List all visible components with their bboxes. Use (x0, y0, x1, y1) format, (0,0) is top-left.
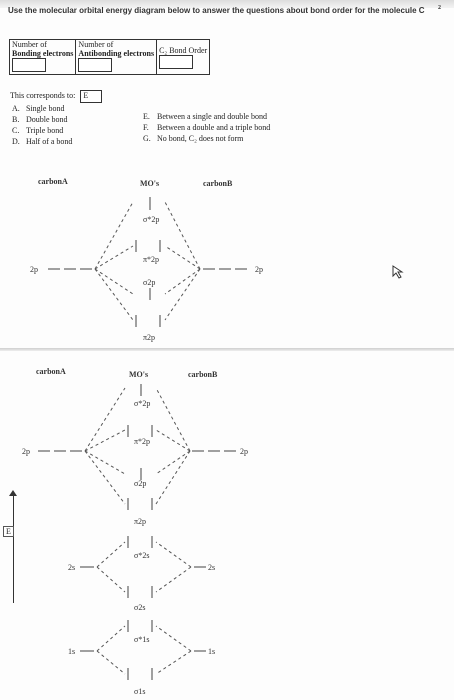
option-text: Between a single and double bond (157, 112, 267, 121)
mo-diagram-top (0, 170, 454, 348)
corresponds-row (10, 90, 102, 103)
option-c (12, 125, 72, 136)
bonding-label-1: Number of (12, 40, 47, 49)
answer-header-table (9, 39, 210, 75)
question-text (8, 6, 425, 15)
carbon-b-label: carbonB (188, 370, 218, 379)
antibonding-label-2: Antibonding electrons (78, 49, 155, 58)
mo-label: σ1s (134, 687, 146, 696)
energy-axis (13, 493, 14, 603)
right-2s-label: 2s (208, 563, 216, 572)
mo-label: π2p (143, 333, 156, 342)
energy-axis-label: E (3, 526, 14, 537)
option-letter: A. (12, 104, 20, 113)
mouse-cursor-icon (392, 265, 404, 279)
carbon-a-label: carbonA (38, 177, 68, 186)
molecule-subscript: 2 (438, 5, 441, 11)
bond-order-input[interactable] (159, 55, 193, 69)
option-letter: E. (143, 112, 150, 121)
right-2p-label: 2p (255, 265, 263, 274)
mos-label: MO's (140, 179, 160, 188)
antibonding-electrons-input[interactable] (78, 58, 112, 72)
molecule-sub (438, 1, 441, 12)
antibonding-label-1: Number of (78, 40, 114, 49)
option-text: No bond, C₂ does not form (157, 134, 244, 143)
option-text: Between a double and a triple bond (157, 123, 271, 132)
carbon-a-label: carbonA (36, 367, 66, 376)
option-text: Half of a bond (26, 137, 73, 146)
mo-label: σ*1s (134, 635, 150, 644)
mo-label: σ2s (134, 603, 146, 612)
option-b (12, 114, 72, 125)
option-e (143, 111, 270, 122)
option-letter: D. (12, 137, 20, 146)
right-2p-label: 2p (240, 447, 248, 456)
correlation-lines (85, 388, 191, 674)
mo-diagram-bottom (0, 358, 454, 700)
right-1s-label: 1s (208, 647, 216, 656)
left-1s-label: 1s (68, 647, 76, 656)
option-letter: C. (12, 126, 20, 135)
option-letter: F. (143, 123, 149, 132)
option-text: Single bond (26, 104, 65, 113)
bonding-label-2: Bonding electrons (12, 49, 74, 58)
carbon-b-label: carbonB (203, 179, 233, 188)
left-2s-label: 2s (68, 563, 76, 572)
mo-label: π*2p (143, 255, 160, 264)
options-left (12, 103, 72, 147)
option-g (143, 133, 270, 144)
option-text: Triple bond (26, 126, 64, 135)
mo-label: σ*2p (134, 399, 151, 408)
antibonding-col (76, 40, 157, 75)
left-2p-label: 2p (30, 265, 38, 274)
bond-order-label: C₂ Bond Order (159, 46, 208, 55)
option-f (143, 122, 270, 133)
mo-label: σ*2p (143, 215, 160, 224)
mo-label: π2p (134, 517, 147, 526)
mo-label: π*2p (134, 437, 151, 446)
option-letter: G. (143, 134, 151, 143)
mo-label: σ*2s (134, 551, 150, 560)
options-right (143, 111, 270, 144)
section-divider (0, 348, 454, 351)
bonding-col (10, 40, 76, 75)
option-text: Double bond (26, 115, 68, 124)
mo-label: σ2p (134, 479, 147, 488)
mo-label: σ2p (143, 278, 156, 287)
bonding-electrons-input[interactable] (12, 58, 46, 72)
question-sentence: Use the molecular orbital energy diagram below to answer the questions about bond order for the molecule C (8, 6, 425, 15)
option-letter: B. (12, 115, 20, 124)
mos-label: MO's (129, 370, 149, 379)
corresponds-answer-input[interactable]: E (80, 90, 102, 103)
left-2p-label: 2p (22, 447, 30, 456)
bond-order-col (157, 40, 210, 75)
corresponds-label: This corresponds to: (10, 91, 76, 100)
option-a (12, 103, 72, 114)
option-d (12, 136, 72, 147)
